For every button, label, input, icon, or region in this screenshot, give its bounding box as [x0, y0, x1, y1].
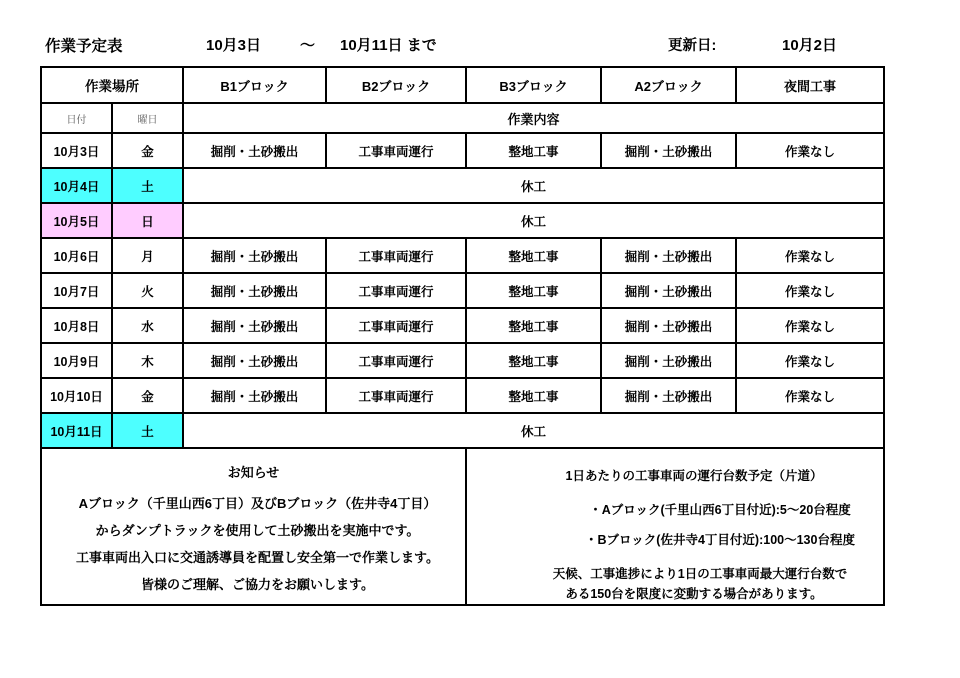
table-row [41, 168, 884, 203]
location-header-cell: 作業場所 [41, 67, 183, 103]
work-cell: 工事車両運行 [326, 273, 466, 308]
work-cell: 掘削・土砂搬出 [601, 308, 736, 343]
document-header [0, 34, 960, 58]
table-row [41, 378, 884, 413]
work-cell: 整地工事 [466, 273, 601, 308]
period-tilde: ～ [300, 37, 316, 54]
weekday-cell: 木 [112, 343, 183, 378]
table-row [41, 238, 884, 273]
work-cell: 作業なし [736, 273, 884, 308]
work-cell: 掘削・土砂搬出 [183, 378, 326, 413]
notice-line: 工事車両出入口に交通誘導員を配置し安全第一で作業します。 [76, 549, 439, 565]
table-row [41, 308, 884, 343]
column-header-b2: B2ブロック [326, 67, 466, 103]
weekday-label-cell: 曜日 [112, 103, 183, 133]
date-cell: 10月7日 [41, 273, 112, 308]
weekday-cell: 土 [112, 168, 183, 203]
column-header-night: 夜間工事 [736, 67, 884, 103]
traffic-heading: 1日あたりの工事車両の運行台数予定（片道） [565, 469, 823, 483]
notice-line: からダンプトラックを使用して土砂搬出を実施中です。 [95, 522, 420, 538]
traffic-note-line: 天候、工事進捗により1日の工事車両最大運行台数で [552, 567, 848, 581]
column-header-a2: A2ブロック [601, 67, 736, 103]
table-subheader-row [41, 103, 884, 133]
schedule-table [40, 66, 885, 606]
notice-line: Aブロック（千里山西6丁目）及びBブロック（佐井寺4丁目） [78, 495, 437, 511]
work-cell: 掘削・土砂搬出 [601, 133, 736, 168]
column-header-b1: B1ブロック [183, 67, 326, 103]
work-cell: 工事車両運行 [326, 378, 466, 413]
work-cell: 掘削・土砂搬出 [183, 133, 326, 168]
work-cell: 掘削・土砂搬出 [601, 343, 736, 378]
work-cell: 工事車両運行 [326, 343, 466, 378]
weekday-cell: 日 [112, 203, 183, 238]
work-cell: 作業なし [736, 133, 884, 168]
table-header-row [41, 67, 884, 103]
period-start: 10月3日 [206, 37, 262, 54]
table-row [41, 413, 884, 448]
column-header-b3: B3ブロック [466, 67, 601, 103]
weekday-cell: 月 [112, 238, 183, 273]
period-end: 10月11日 まで [340, 37, 437, 54]
date-cell: 10月4日 [41, 168, 112, 203]
table-row [41, 343, 884, 378]
date-cell: 10月10日 [41, 378, 112, 413]
traffic-bullet: ・Aブロック(千里山西6丁目付近):5～20台程度 [589, 503, 851, 517]
notice-line: 皆様のご理解、ご協力をお願いします。 [141, 576, 374, 592]
table-row [41, 273, 884, 308]
rest-cell: 休工 [183, 168, 884, 203]
notice-title: お知らせ [227, 464, 280, 480]
updated-value: 10月2日 [782, 37, 838, 54]
table-row [41, 133, 884, 168]
date-cell: 10月8日 [41, 308, 112, 343]
work-cell: 整地工事 [466, 308, 601, 343]
notice-box [41, 448, 466, 605]
notice-row [41, 448, 884, 605]
weekday-cell: 土 [112, 413, 183, 448]
work-cell: 掘削・土砂搬出 [601, 238, 736, 273]
work-cell: 工事車両運行 [326, 308, 466, 343]
content-label-cell: 作業内容 [183, 103, 884, 133]
date-cell: 10月5日 [41, 203, 112, 238]
work-cell: 作業なし [736, 343, 884, 378]
date-cell: 10月3日 [41, 133, 112, 168]
date-cell: 10月11日 [41, 413, 112, 448]
work-cell: 整地工事 [466, 133, 601, 168]
work-cell: 掘削・土砂搬出 [183, 308, 326, 343]
work-cell: 整地工事 [466, 238, 601, 273]
work-cell: 作業なし [736, 378, 884, 413]
work-cell: 掘削・土砂搬出 [183, 238, 326, 273]
weekday-cell: 水 [112, 308, 183, 343]
traffic-note-line: ある150台を限度に変動する場合があります。 [565, 587, 823, 601]
updated-label: 更新日: [668, 38, 717, 54]
work-cell: 工事車両運行 [326, 238, 466, 273]
traffic-box [466, 448, 884, 605]
weekday-cell: 金 [112, 133, 183, 168]
date-label-cell: 日付 [41, 103, 112, 133]
work-cell: 掘削・土砂搬出 [601, 378, 736, 413]
work-cell: 工事車両運行 [326, 133, 466, 168]
work-cell: 整地工事 [466, 378, 601, 413]
rest-cell: 休工 [183, 203, 884, 238]
work-cell: 作業なし [736, 238, 884, 273]
table-row [41, 203, 884, 238]
weekday-cell: 金 [112, 378, 183, 413]
date-cell: 10月9日 [41, 343, 112, 378]
page-title: 作業予定表 [45, 38, 123, 55]
weekday-cell: 火 [112, 273, 183, 308]
work-cell: 掘削・土砂搬出 [183, 343, 326, 378]
work-cell: 掘削・土砂搬出 [601, 273, 736, 308]
rest-cell: 休工 [183, 413, 884, 448]
work-cell: 掘削・土砂搬出 [183, 273, 326, 308]
traffic-bullet: ・Bブロック(佐井寺4丁目付近):100～130台程度 [585, 533, 855, 547]
work-cell: 作業なし [736, 308, 884, 343]
work-cell: 整地工事 [466, 343, 601, 378]
date-cell: 10月6日 [41, 238, 112, 273]
